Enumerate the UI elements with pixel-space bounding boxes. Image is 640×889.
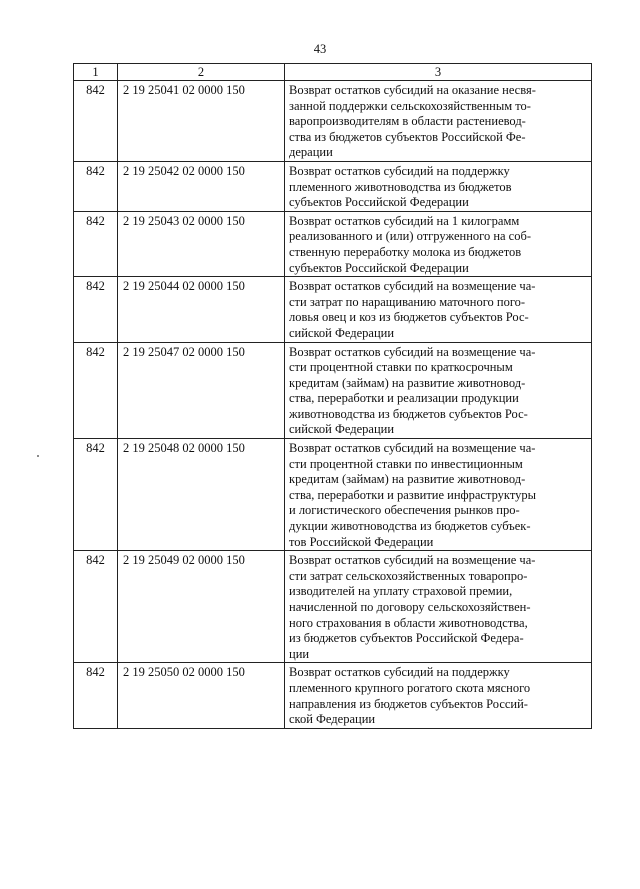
chapter-code-cell: 842 xyxy=(74,211,118,276)
table-row xyxy=(74,277,592,342)
description-line: направления из бюджетов субъектов Россий- xyxy=(289,696,528,711)
description-cell xyxy=(285,439,592,551)
description-line: ства, переработки и реализации продукции xyxy=(289,391,519,406)
chapter-code-cell: 842 xyxy=(74,551,118,663)
description-line: сийской Федерации xyxy=(289,325,395,340)
chapter-code-cell: 842 xyxy=(74,81,118,162)
chapter-code-cell: 842 xyxy=(74,342,118,439)
description-line: ственную переработку молока из бюджетов xyxy=(289,244,522,259)
chapter-code-cell: 842 xyxy=(74,663,118,728)
description-line: Возврат остатков субсидий на возмещение ча- xyxy=(289,553,536,568)
table-row xyxy=(74,81,592,162)
classification-code-cell: 2 19 25049 02 0000 150 xyxy=(118,551,285,663)
column-3-header: 3 xyxy=(285,64,592,81)
description-line: субъектов Российской Федерации xyxy=(289,260,469,275)
description-line: начисленной по договору сельскохозяйствен- xyxy=(289,600,531,614)
chapter-code-cell: 842 xyxy=(74,439,118,551)
table-row xyxy=(74,439,592,551)
description-line: кредитам (займам) на развитие животновод- xyxy=(289,375,526,390)
budget-code-table xyxy=(73,63,592,729)
table-row xyxy=(74,211,592,276)
description-line: племенного животноводства из бюджетов xyxy=(289,179,512,194)
chapter-code-cell: 842 xyxy=(74,277,118,342)
description-cell xyxy=(285,81,592,162)
page-number: 43 xyxy=(313,42,327,56)
description-cell xyxy=(285,161,592,211)
description-line: реализованного и (или) отгруженного на соб- xyxy=(289,229,532,244)
description-line: животноводства из бюджетов субъектов Рос- xyxy=(289,406,528,421)
description-cell xyxy=(285,277,592,342)
description-line: Возврат остатков субсидий на поддержку xyxy=(289,163,510,178)
description-line: Возврат остатков субсидий на оказание несвя- xyxy=(289,83,536,97)
description-line: сийской Федерации xyxy=(289,422,395,437)
table-row xyxy=(74,551,592,663)
classification-code-cell: 2 19 25047 02 0000 150 xyxy=(118,342,285,439)
column-1-header: 1 xyxy=(74,64,118,81)
classification-code-cell: 2 19 25044 02 0000 150 xyxy=(118,277,285,342)
description-cell xyxy=(285,211,592,276)
description-line: племенного крупного рогатого скота мясного xyxy=(289,680,531,695)
description-line: кредитам (займам) на развитие животновод- xyxy=(289,472,526,487)
description-line: ного страхования в области животноводства, xyxy=(289,615,528,630)
description-line: Возврат остатков субсидий на поддержку xyxy=(289,665,510,680)
description-line: сти процентной ставки по инвестиционным xyxy=(289,456,523,471)
classification-code-cell: 2 19 25050 02 0000 150 xyxy=(118,663,285,728)
description-line: ства, переработки и развитие инфраструктуры xyxy=(289,487,537,502)
description-line: тов Российской Федерации xyxy=(289,534,434,549)
description-line: изводителей на уплату страховой премии, xyxy=(289,584,513,599)
description-line: Возврат остатков субсидий на возмещение ча- xyxy=(289,441,536,456)
column-number-row xyxy=(74,64,592,81)
description-line: Возврат остатков субсидий на 1 килограмм xyxy=(289,213,520,228)
description-line: занной поддержки сельскохозяйственным то- xyxy=(289,98,531,113)
description-line: ции xyxy=(289,646,310,661)
description-line: сти затрат по наращиванию маточного пого- xyxy=(289,294,526,309)
description-cell xyxy=(285,551,592,663)
description-line: сти процентной ставки по краткосрочным xyxy=(289,360,513,375)
scan-speck xyxy=(37,455,39,457)
description-line: ловья овец и коз из бюджетов субъектов Рос- xyxy=(289,310,529,325)
chapter-code-cell: 842 xyxy=(74,161,118,211)
description-line: Возврат остатков субсидий на возмещение ча- xyxy=(289,344,536,359)
description-line: ской Федерации xyxy=(289,712,376,727)
description-line: дерации xyxy=(289,145,333,160)
classification-code-cell: 2 19 25042 02 0000 150 xyxy=(118,161,285,211)
description-line: дукции животноводства из бюджетов субъек- xyxy=(289,519,531,534)
table-row xyxy=(74,663,592,728)
description-line: субъектов Российской Федерации xyxy=(289,195,469,210)
description-line: ства из бюджетов субъектов Российской Фе- xyxy=(289,129,526,144)
description-line: сти затрат сельскохозяйственных товаропро- xyxy=(289,568,528,583)
description-cell xyxy=(285,663,592,728)
classification-code-cell: 2 19 25041 02 0000 150 xyxy=(118,81,285,162)
description-line: Возврат остатков субсидий на возмещение ча- xyxy=(289,279,536,294)
classification-code-cell: 2 19 25048 02 0000 150 xyxy=(118,439,285,551)
description-line: варопроизводителям в области растениевод- xyxy=(289,114,526,129)
classification-code-cell: 2 19 25043 02 0000 150 xyxy=(118,211,285,276)
description-line: из бюджетов субъектов Российской Федера- xyxy=(289,631,524,646)
column-2-header: 2 xyxy=(118,64,285,81)
table-row xyxy=(74,342,592,439)
description-cell xyxy=(285,342,592,439)
description-line: и логистического обеспечения рынков про- xyxy=(289,503,520,518)
table-row xyxy=(74,161,592,211)
